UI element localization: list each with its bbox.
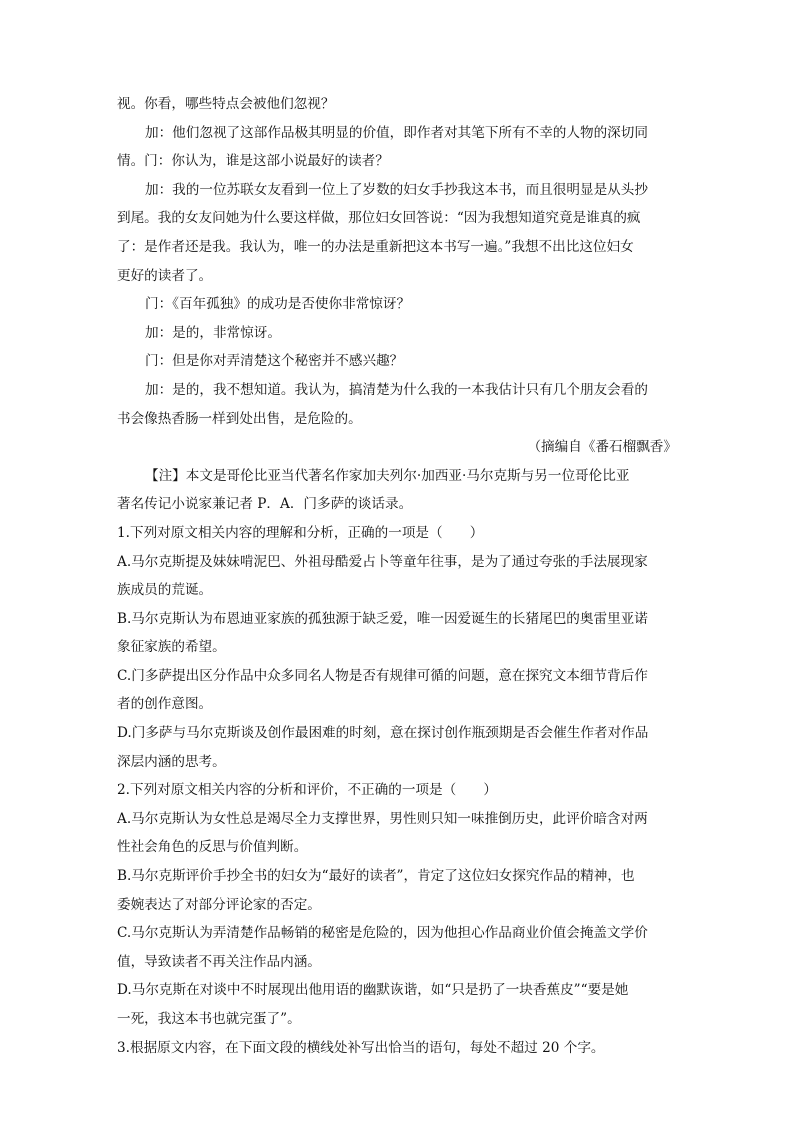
- text-line: 深层内涵的思考。: [117, 753, 226, 770]
- text-line: 【注】本文是哥伦比亚当代著名作家加夫列尔·加西亚·马尔克斯与另一位哥伦比亚: [145, 467, 630, 484]
- text-column: [117, 90, 677, 1062]
- text-line: 族成员的荒诞。: [117, 582, 213, 599]
- question-3-stem: 3.根据原文内容，在下面文段的横线处补写出恰当的语句，每处不超过 20 个字。: [117, 1039, 605, 1056]
- text-line: 门：但是你对弄清楚这个秘密并不感兴趣？: [145, 353, 404, 370]
- text-line: 加：是的，我不想知道。我认为，搞清楚为什么我的一本我估计只有几个朋友会看的: [145, 381, 648, 398]
- text-line: 门：《百年孤独》的成功是否使你非常惊讶？: [145, 296, 411, 313]
- question-2-stem: 2.下列对原文相关内容的分析和评价，不正确的一项是（ ）: [117, 782, 497, 799]
- text-line: D.马尔克斯在对谈中不时展现出他用语的幽默诙谐，如“只是扔了一块香蕉皮”“要是她: [117, 982, 629, 999]
- paragraph-jia-answer-2: [117, 176, 677, 290]
- paragraph-jia-answer-4: [117, 319, 677, 348]
- text-line: 象征家族的希望。: [117, 639, 226, 656]
- text-line: D.门多萨与马尔克斯谈及创作最困难的时刻，意在探讨创作瓶颈期是否会催生作者对作品: [117, 725, 649, 742]
- text-line: 了：是作者还是我。我认为，唯一的办法是重新把这本书写一遍。”我想不出比这位妇女: [117, 238, 634, 255]
- question-2-option-a: [117, 805, 677, 862]
- text-line: 一死，我这本书也就完蛋了”。: [117, 1011, 301, 1027]
- question-2-option-d: [117, 976, 677, 1033]
- source-citation: （摘编自《番石榴飘香》: [527, 439, 677, 456]
- text-line: B.马尔克斯认为布恩迪亚家族的孤独源于缺乏爱，唯一因爱诞生的长猪尾巴的奥雷里亚诺: [117, 610, 648, 627]
- question-1-stem: 1.下列对原文相关内容的理解和分析，正确的一项是（ ）: [117, 524, 484, 541]
- text-line: A.马尔克斯提及妹妹啃泥巴、外祖母酷爱占卜等童年往事，是为了通过夸张的手法展现家: [117, 553, 648, 570]
- text-line: 情。门：你认为，谁是这部小说最好的读者？: [117, 153, 389, 170]
- question-1-option-a: [117, 548, 677, 605]
- paragraph-continuation: [117, 90, 677, 119]
- text-line: C.马尔克斯认为弄清楚作品畅销的秘密是危险的，因为他担心作品商业价值会掩盖文学价: [117, 925, 648, 942]
- paragraph-jia-answer-1: [117, 119, 677, 176]
- text-line: 到尾。我的女友问她为什么要这样做，那位妇女回答说：“因为我想知道究竟是谁真的疯: [117, 210, 641, 227]
- text-line: 加：我的一位苏联女友看到一位上了岁数的妇女手抄我这本书，而且很明显是从头抄: [145, 181, 648, 198]
- text-line: 委婉表达了对部分评论家的否定。: [117, 896, 321, 913]
- text-line: 性社会角色的反思与价值判断。: [117, 839, 308, 856]
- text-line: 值，导致读者不再关注作品内涵。: [117, 953, 321, 970]
- text-line: A.马尔克斯认为女性总是竭尽全力支撑世界，男性则只知一味推倒历史，此评价暗含对两: [117, 810, 648, 827]
- annotation-note: [117, 462, 677, 519]
- question-1-option-b: [117, 605, 677, 662]
- text-line: 书会像热香肠一样到处出售，是危险的。: [117, 410, 362, 427]
- text-line: 者的创作意图。: [117, 696, 213, 713]
- paragraph-men-question-5: [117, 347, 677, 376]
- text-line: 视。你看，哪些特点会被他们忽视？: [117, 96, 335, 112]
- question-2-option-b: [117, 862, 677, 919]
- question-1-option-d: [117, 719, 677, 776]
- text-line: 著名传记小说家兼记者 P．A．门多萨的谈话录。: [117, 496, 413, 513]
- question-1-option-c: [117, 662, 677, 719]
- paragraph-men-question-3: [117, 290, 677, 319]
- text-line: B.马尔克斯评价手抄全书的妇女为“最好的读者”，肯定了这位妇女探究作品的精神，也: [117, 868, 635, 885]
- text-line: 加：他们忽视了这部作品极其明显的价值，即作者对其笔下所有不幸的人物的深切同: [145, 124, 648, 141]
- text-line: C.门多萨提出区分作品中众多同名人物是否有规律可循的问题，意在探究文本细节背后作: [117, 667, 648, 684]
- question-2-option-c: [117, 919, 677, 976]
- paragraph-jia-answer-6: [117, 376, 677, 433]
- text-line: 更好的读者了。: [117, 267, 213, 284]
- text-line: 加：是的，非常惊讶。: [145, 324, 281, 341]
